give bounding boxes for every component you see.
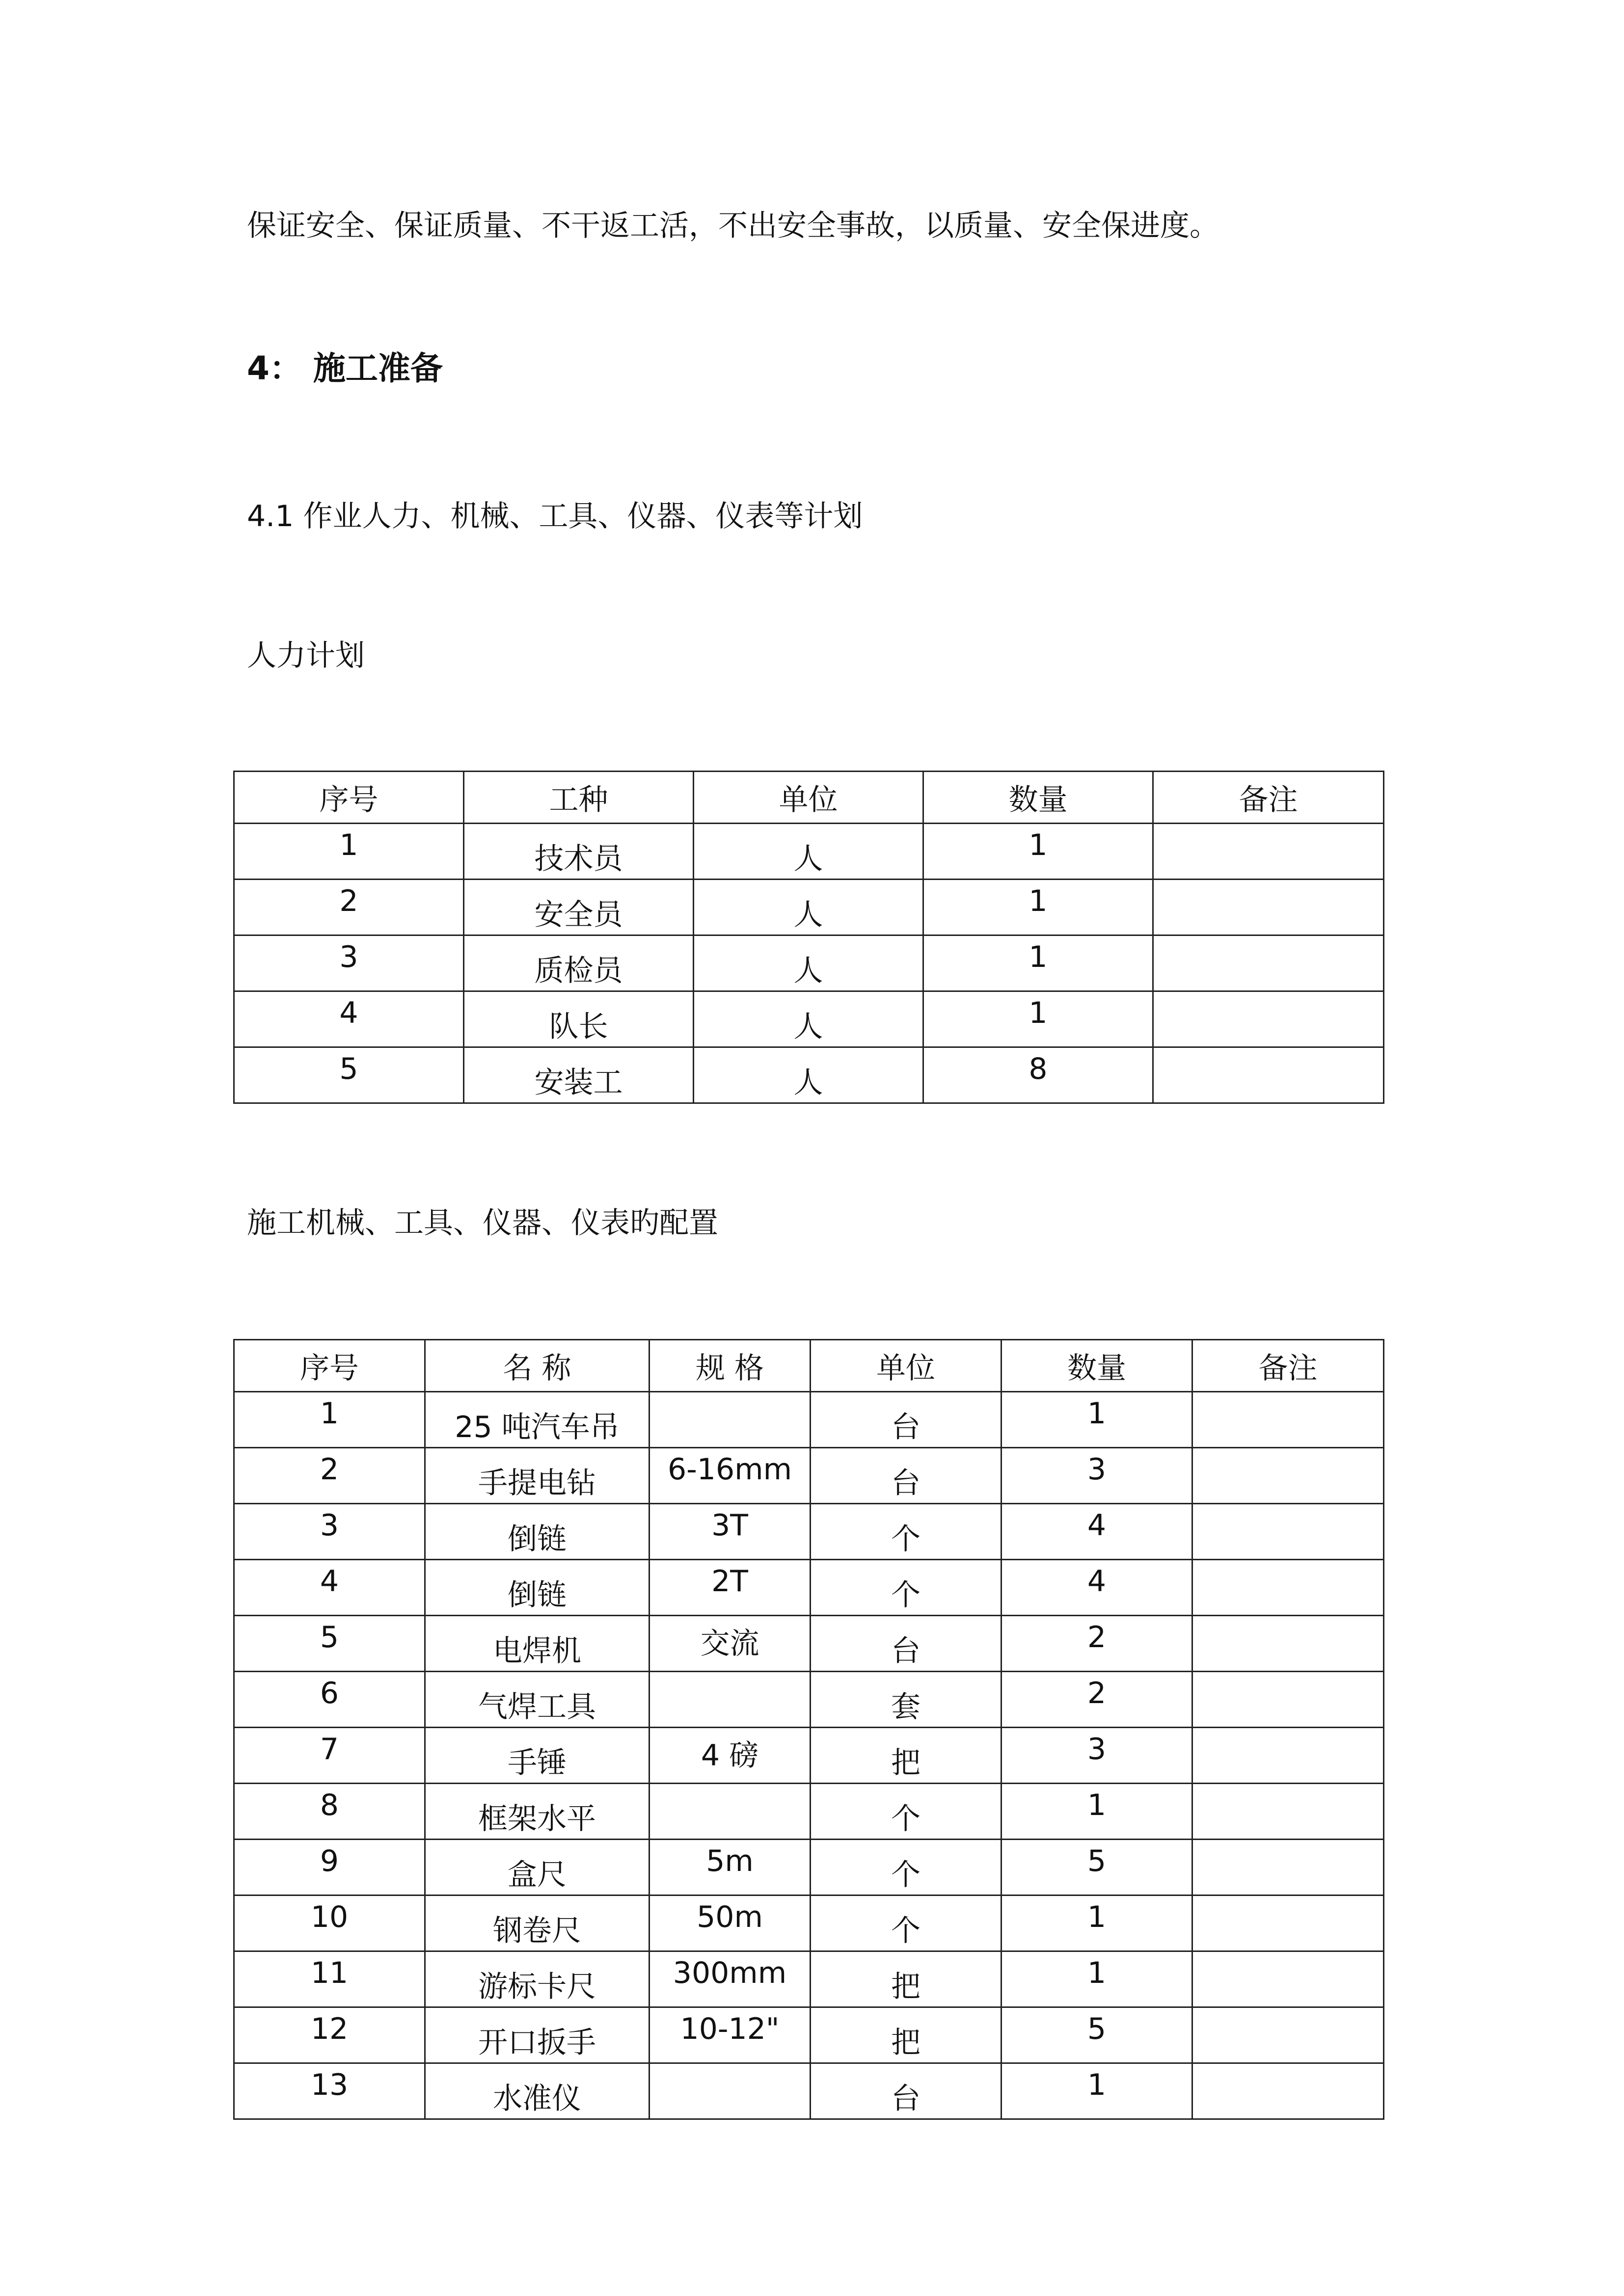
name-cell: 游标卡尺: [425, 1951, 650, 2007]
spec-cell: 3T: [650, 1504, 811, 1560]
table-row: [234, 1728, 1384, 1784]
quantity-cell: 1: [1001, 1784, 1192, 1840]
unit-cell: 把: [811, 2007, 1001, 2063]
spec-cell: 300mm: [650, 1951, 811, 2007]
row-number-cell: 2: [234, 1448, 425, 1504]
quantity-cell: 5: [1001, 2007, 1192, 2063]
equipment-config-title: 施工机械、工具、仪器、仪表旳配置: [247, 1206, 718, 1240]
name-cell: 倒链: [425, 1504, 650, 1560]
remark-cell: [1153, 824, 1384, 880]
quantity-cell: 4: [1001, 1504, 1192, 1560]
table-row: [234, 2007, 1384, 2063]
name-cell: 气焊工具: [425, 1672, 650, 1728]
remark-cell: [1153, 880, 1384, 935]
header-cell: 数量: [923, 772, 1153, 824]
remark-cell: [1192, 1616, 1384, 1672]
unit-cell: 个: [811, 1896, 1001, 1951]
table-row: [234, 935, 1384, 991]
unit-cell: 个: [811, 1504, 1001, 1560]
unit-cell: 把: [811, 1951, 1001, 2007]
header-cell: 名 称: [425, 1340, 650, 1392]
unit-cell: 套: [811, 1672, 1001, 1728]
name-cell: 框架水平: [425, 1784, 650, 1840]
quantity-cell: 3: [1001, 1448, 1192, 1504]
table-row: [234, 1951, 1384, 2007]
spec-cell: 5m: [650, 1840, 811, 1896]
row-number-cell: 9: [234, 1840, 425, 1896]
quantity-cell: 2: [1001, 1616, 1192, 1672]
table-row: [234, 1392, 1384, 1448]
labor-plan-table: [233, 771, 1384, 1104]
spec-cell: [650, 1784, 811, 1840]
table-row: [234, 1840, 1384, 1896]
remark-cell: [1192, 1448, 1384, 1504]
intro-paragraph: 保证安全、保证质量、不干返工活，不出安全事故，以质量、安全保进度。: [247, 209, 1219, 243]
row-number-cell: 1: [234, 1392, 425, 1448]
row-number-cell: 13: [234, 2063, 425, 2119]
job-type-cell: 安装工: [464, 1047, 694, 1103]
quantity-cell: 5: [1001, 1840, 1192, 1896]
remark-cell: [1192, 1840, 1384, 1896]
table-header-row: [234, 772, 1384, 824]
job-type-cell: 队长: [464, 991, 694, 1047]
job-type-cell: 技术员: [464, 824, 694, 880]
equipment-config-table: [233, 1339, 1384, 2120]
header-cell: 序号: [234, 1340, 425, 1392]
job-type-cell: 质检员: [464, 935, 694, 991]
row-number-cell: 6: [234, 1672, 425, 1728]
spec-cell: 10-12": [650, 2007, 811, 2063]
header-cell: 序号: [234, 772, 464, 824]
name-cell: 手提电钻: [425, 1448, 650, 1504]
header-cell: 工种: [464, 772, 694, 824]
unit-cell: 个: [811, 1560, 1001, 1616]
quantity-cell: 1: [1001, 1951, 1192, 2007]
remark-cell: [1153, 991, 1384, 1047]
spec-cell: [650, 2063, 811, 2119]
row-number-cell: 8: [234, 1784, 425, 1840]
unit-cell: 人: [694, 991, 923, 1047]
row-number-cell: 2: [234, 880, 464, 935]
labor-plan-title: 人力计划: [247, 639, 365, 673]
remark-cell: [1192, 1728, 1384, 1784]
table-row: [234, 1784, 1384, 1840]
unit-cell: 台: [811, 1392, 1001, 1448]
name-cell: 水准仪: [425, 2063, 650, 2119]
quantity-cell: 2: [1001, 1672, 1192, 1728]
header-cell: 规 格: [650, 1340, 811, 1392]
name-cell: 开口扳手: [425, 2007, 650, 2063]
quantity-cell: 1: [923, 991, 1153, 1047]
table-header-row: [234, 1340, 1384, 1392]
remark-cell: [1192, 1951, 1384, 2007]
table-row: [234, 991, 1384, 1047]
name-cell: 25 吨汽车吊: [425, 1392, 650, 1448]
table-row: [234, 1672, 1384, 1728]
unit-cell: 个: [811, 1784, 1001, 1840]
section-heading: 4： 施工准备: [247, 349, 443, 387]
table-row: [234, 1560, 1384, 1616]
quantity-cell: 1: [923, 935, 1153, 991]
header-cell: 单位: [811, 1340, 1001, 1392]
spec-cell: [650, 1392, 811, 1448]
header-cell: 备注: [1153, 772, 1384, 824]
unit-cell: 台: [811, 2063, 1001, 2119]
remark-cell: [1192, 1392, 1384, 1448]
job-type-cell: 安全员: [464, 880, 694, 935]
spec-cell: [650, 1672, 811, 1728]
remark-cell: [1153, 1047, 1384, 1103]
row-number-cell: 1: [234, 824, 464, 880]
spec-cell: 50m: [650, 1896, 811, 1951]
unit-cell: 台: [811, 1616, 1001, 1672]
table-row: [234, 1896, 1384, 1951]
remark-cell: [1192, 1672, 1384, 1728]
remark-cell: [1192, 1504, 1384, 1560]
name-cell: 盒尺: [425, 1840, 650, 1896]
name-cell: 电焊机: [425, 1616, 650, 1672]
name-cell: 钢卷尺: [425, 1896, 650, 1951]
unit-cell: 人: [694, 935, 923, 991]
header-cell: 数量: [1001, 1340, 1192, 1392]
table-row: [234, 2063, 1384, 2119]
quantity-cell: 1: [923, 824, 1153, 880]
unit-cell: 把: [811, 1728, 1001, 1784]
remark-cell: [1192, 2007, 1384, 2063]
header-cell: 备注: [1192, 1340, 1384, 1392]
spec-cell: 交流: [650, 1616, 811, 1672]
row-number-cell: 7: [234, 1728, 425, 1784]
header-cell: 单位: [694, 772, 923, 824]
table-row: [234, 824, 1384, 880]
unit-cell: 台: [811, 1448, 1001, 1504]
name-cell: 倒链: [425, 1560, 650, 1616]
table-row: [234, 1616, 1384, 1672]
quantity-cell: 4: [1001, 1560, 1192, 1616]
row-number-cell: 3: [234, 935, 464, 991]
row-number-cell: 4: [234, 991, 464, 1047]
quantity-cell: 1: [1001, 1392, 1192, 1448]
spec-cell: 6-16mm: [650, 1448, 811, 1504]
table-row: [234, 880, 1384, 935]
table-row: [234, 1448, 1384, 1504]
unit-cell: 人: [694, 880, 923, 935]
row-number-cell: 4: [234, 1560, 425, 1616]
quantity-cell: 3: [1001, 1728, 1192, 1784]
quantity-cell: 8: [923, 1047, 1153, 1103]
row-number-cell: 5: [234, 1616, 425, 1672]
unit-cell: 人: [694, 1047, 923, 1103]
quantity-cell: 1: [1001, 2063, 1192, 2119]
remark-cell: [1192, 1784, 1384, 1840]
remark-cell: [1192, 1560, 1384, 1616]
table-row: [234, 1504, 1384, 1560]
subsection-heading: 4.1 作业人力、机械、工具、仪器、仪表等计划: [247, 499, 863, 534]
row-number-cell: 11: [234, 1951, 425, 2007]
spec-cell: 4 磅: [650, 1728, 811, 1784]
remark-cell: [1153, 935, 1384, 991]
unit-cell: 个: [811, 1840, 1001, 1896]
row-number-cell: 12: [234, 2007, 425, 2063]
row-number-cell: 10: [234, 1896, 425, 1951]
row-number-cell: 3: [234, 1504, 425, 1560]
row-number-cell: 5: [234, 1047, 464, 1103]
table-row: [234, 1047, 1384, 1103]
remark-cell: [1192, 2063, 1384, 2119]
remark-cell: [1192, 1896, 1384, 1951]
spec-cell: 2T: [650, 1560, 811, 1616]
quantity-cell: 1: [1001, 1896, 1192, 1951]
unit-cell: 人: [694, 824, 923, 880]
name-cell: 手锤: [425, 1728, 650, 1784]
quantity-cell: 1: [923, 880, 1153, 935]
